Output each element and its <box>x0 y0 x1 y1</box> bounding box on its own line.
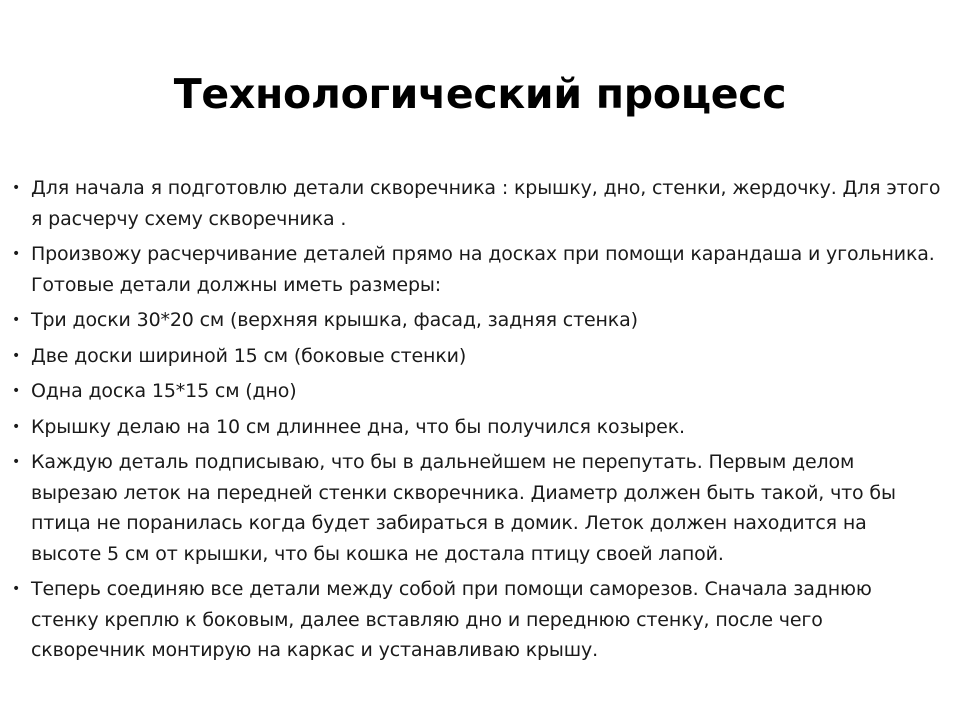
bullet-item <box>12 305 942 336</box>
bullet-text: Каждую деталь подписываю, что бы в дальнейшем не перепутать. Первым делом вырезаю леток на передней стенки скворечника. Диаметр должен быть такой, что бы птица не поранилась когда будет забираться в домик. Леток должен находится на высоте 5 см от крышки, что бы кошка не достала птицу своей лапой. <box>31 451 896 565</box>
bullet-text: Две доски шириной 15 см (боковые стенки) <box>31 344 467 367</box>
bullet-icon: • <box>12 383 21 399</box>
bullet-icon: • <box>12 312 21 328</box>
bullet-item <box>12 412 942 443</box>
bullet-text: Одна доска 15*15 см (дно) <box>31 380 297 402</box>
bullet-text: Три доски 30*20 см (верхняя крышка, фасад, задняя стенка) <box>31 309 638 331</box>
bullet-icon: • <box>12 347 21 364</box>
bullet-icon: • <box>12 454 21 470</box>
bullet-list <box>12 173 942 671</box>
bullet-icon: • <box>12 418 21 435</box>
bullet-item <box>12 376 942 407</box>
bullet-text: Крышку делаю на 10 см длиннее дна, что бы получился козырек. <box>31 415 685 438</box>
bullet-icon: • <box>12 180 21 196</box>
bullet-item <box>12 574 942 666</box>
bullet-item <box>12 447 942 569</box>
bullet-item <box>12 239 942 300</box>
bullet-text: Произвожу расчерчивание деталей прямо на досках при помощи карандаша и угольника. Готовые детали должны иметь размеры: <box>31 243 935 296</box>
slide-title: Технологический процесс <box>173 70 787 118</box>
bullet-item <box>12 341 942 372</box>
bullet-text: Теперь соединяю все детали между собой при помощи саморезов. Сначала заднюю стенку креплю к боковым, далее вставляю дно и переднюю стенку, после чего скворечник монтирую на каркас и устанавливаю крышу. <box>31 578 872 661</box>
bullet-item <box>12 173 942 234</box>
bullet-text: Для начала я подготовлю детали скворечника : крышку, дно, стенки, жердочку. Для этого я расчерчу схему скворечника . <box>31 177 941 230</box>
bullet-icon: • <box>12 581 21 597</box>
bullet-icon: • <box>12 246 21 262</box>
